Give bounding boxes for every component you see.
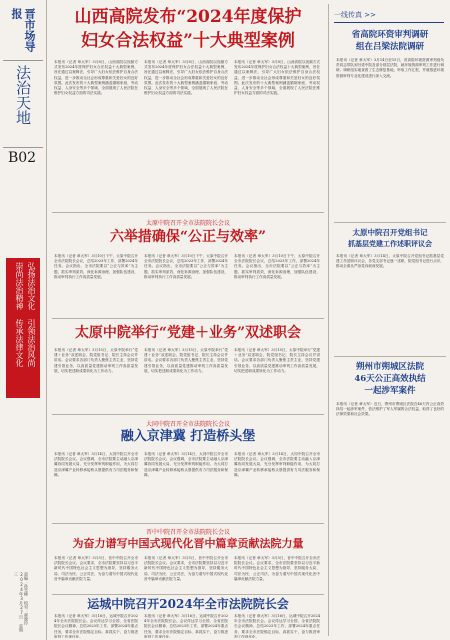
top-article-body-1: 本报讯（记者 章大军）3月8日，山西高院以视频方式发布2024年度保护妇女合法权益十大典型案例，旨在通过以案释法，引导广大妇女依法维护自身合法权益，进一步推动全社会形成尊重和关爱妇女的良好氛围。此次发布的十大典型案例涵盖婚姻家庭、劳动权益、人身安全等多个领域，全面展现了人民法院在维护妇女权益方面的司法实践。: [54, 60, 138, 96]
sidebar-divider: [328, 4, 329, 636]
article-6-body-3: 本报讯（记者 章大军）3月16日，运城中院召开2024年全市法院院长会。会议传达学习全国、全省法院院长会议精神，总结2023年工作，部署2024年重点任务，要求全市法院锚定目标、真抓实干，奋力推进审判工作现代化。: [234, 614, 320, 638]
sidebar-item-1-title-1: 省高院环资审判调研: [351, 30, 429, 40]
sidebar-item-3-title-1: 朔州市朔城区法院: [355, 362, 424, 372]
article-4-body-2: 本报讯（记者 章大军）3月14日，大同中院召开全市法院院长会议。会议强调，全市法院要主动融入京津冀协同发展大局，充分发挥审判职能作用，为大同打造京津冀产业转移承接桥头堡提供有力司法服务和保障。: [144, 452, 228, 477]
article-5-body-3: 本报讯（记者 章大军）3月5日，晋中中院召开全市法院院长会议。会议要求，全市法院要坚持以习近平新时代中国特色社会主义思想为指导，坚持服务大局、司法为民、公正司法，为奋力谱写中国式现代化晋中篇章贡献法院力量。: [234, 556, 320, 581]
article-2-title: 六举措确保“公正与效率”: [109, 229, 267, 245]
divider: [52, 414, 324, 415]
article-2-body-3: 本报讯（记者 章大军）3月10日下午，太原中院召开全市法院院长会议，总结2023年工作，部署2024年任务。会议指出，全市法院要以“公正与效率”为主题，抓实审判质效，深化诉源治理，加强队伍建设，推动审判执行工作高质量发展。: [234, 254, 320, 279]
sidebar-header: 一线传真 >>: [334, 10, 444, 23]
article-2-body-1: 本报讯（记者 章大军）3月10日下午，太原中院召开全市法院院长会议，总结2023年工作，部署2024年任务。会议指出，全市法院要以“公正与效率”为主题，抓实审判质效，深化诉源治理，加强队伍建设，推动审判执行工作高质量发展。: [54, 254, 138, 279]
article-4-body-1: 本报讯（记者 章大军）3月14日，大同中院召开全市法院院长会议。会议强调，全市法院要主动融入京津冀协同发展大局，充分发挥审判职能作用，为大同打造京津冀产业转移承接桥头堡提供有力司法服务和保障。: [54, 452, 138, 477]
page-number: B02: [7, 150, 37, 166]
sidebar-item-1-body: 本报讯（记者 章大军）3月14日至15日，省高院环境资源审判庭负责同志带队到吕梁中院及部分基层法院，就环境资源审判工作进行调研。调研组实地查看了生态修复基地，听取工作汇报，并就推进环境资源审判专业化建设进行深入交流。: [336, 58, 444, 78]
top-article-body-3: 本报讯（记者 章大军）3月8日，山西高院以视频方式发布2024年度保护妇女合法权益十大典型案例，旨在通过以案释法，引导广大妇女依法维护自身合法权益，进一步推动全社会形成尊重和关爱妇女的良好氛围。此次发布的十大典型案例涵盖婚姻家庭、劳动权益、人身安全等多个领域，全面展现了人民法院在维护妇女权益方面的司法实践。: [234, 60, 320, 96]
article-5-title: 为奋力谱写中国式现代化晋中篇章贡献法院力量: [72, 537, 304, 550]
sidebar-item-3-body: 本报讯（记者 章大军）近日，朔州市朔城区法院在46天内公正高效执结一起涉军案件，依法维护了军人军属的合法权益，取得了良好的法律效果和社会效果。: [336, 402, 444, 417]
article-5-kicker: 晋中中院召开全市法院院长会议: [145, 529, 230, 536]
logo-text: 晋市场导报: [10, 8, 36, 52]
side-slogan-b: 崇尚法治精神 传承法律文化: [15, 262, 24, 367]
side-slogan-box: [6, 258, 40, 398]
article-5-body-2: 本报讯（记者 章大军）3月5日，晋中中院召开全市法院院长会议。会议要求，全市法院要坚持以习近平新时代中国特色社会主义思想为指导，坚持服务大局、司法为民、公正司法，为奋力谱写中国式现代化晋中篇章贡献法院力量。: [144, 556, 228, 581]
article-3-body-3: 本报讯（记者 章大军）3月15日，太原中院举行“党建＋业务”双述职会，院党组书记、院长主持会议并讲话。会议要求各部门负责人聚焦主责主业，坚持党建引领业务，以高质量党建推动审判工作高质量发展，切实把述职成果转化为工作动力。: [234, 348, 320, 373]
divider: [52, 594, 324, 595]
divider: [52, 523, 324, 524]
article-2-kicker: 太原中院召开全市法院院长会议: [145, 220, 230, 227]
article-4-kicker: 大同中院召开全市法院院长会议: [145, 421, 230, 428]
top-article-title-1: 山西高院发布“2024年度保护: [74, 7, 302, 27]
masthead-band: [0, 0, 44, 640]
article-6-body-2: 本报讯（记者 章大军）3月16日，运城中院召开2024年全市法院院长会。会议传达学习全国、全省法院院长会议精神，总结2023年工作，部署2024年重点任务，要求全市法院锚定目标、真抓实干，奋力推进审判工作现代化。: [144, 614, 228, 638]
sidebar-item-1-title-2: 组在吕梁法院调研: [355, 42, 424, 52]
divider: [334, 222, 446, 223]
top-article-body-2: 本报讯（记者 章大军）3月8日，山西高院以视频方式发布2024年度保护妇女合法权益十大典型案例，旨在通过以案释法，引导广大妇女依法维护自身合法权益，进一步推动全社会形成尊重和关爱妇女的良好氛围。此次发布的十大典型案例涵盖婚姻家庭、劳动权益、人身安全等多个领域，全面展现了人民法院在维护妇女权益方面的司法实践。: [144, 60, 228, 96]
section-title: 法治天地: [3, 60, 43, 148]
sidebar-item-2-title-2: 抓基层党建工作述职评议会: [348, 239, 432, 248]
article-4-title: 融入京津冀 打造桥头堡: [120, 429, 256, 444]
article-5-body-1: 本报讯（记者 章大军）3月5日，晋中中院召开全市法院院长会议。会议要求，全市法院要坚持以习近平新时代中国特色社会主义思想为指导，坚持服务大局、司法为民、公正司法，为奋力谱写中国式现代化晋中篇章贡献法院力量。: [54, 556, 138, 581]
band-divider: [46, 0, 47, 640]
article-4-body-3: 本报讯（记者 章大军）3月14日，大同中院召开全市法院院长会议。会议强调，全市法院要主动融入京津冀协同发展大局，充分发挥审判职能作用，为大同打造京津冀产业转移承接桥头堡提供有力司法服务和保障。: [234, 452, 320, 477]
footer-credit: 责编：孙雪峰 校对：郝晓玲: [24, 572, 29, 625]
sidebar-item-3-title-2: 46天公正高效执结: [354, 374, 426, 384]
article-6-body-1: 本报讯（记者 章大军）3月16日，运城中院召开2024年全市法院院长会。会议传达学习全国、全省法院院长会议精神，总结2023年工作，部署2024年重点任务，要求全市法院锚定目标、真抓实干，奋力推进审判工作现代化。: [54, 614, 138, 638]
article-3-title: 太原中院举行“党建＋业务”双述职会: [74, 325, 302, 341]
footer-date: 2024年3月27日 星期三: [14, 572, 24, 632]
divider: [52, 212, 324, 213]
sidebar-item-2-title-1: 太原中院召开党组书记: [352, 228, 428, 237]
top-article-title-2: 妇女合法权益”十大典型案例: [81, 31, 295, 51]
article-3-body-2: 本报讯（记者 章大军）3月15日，太原中院举行“党建＋业务”双述职会，院党组书记、院长主持会议并讲话。会议要求各部门负责人聚焦主责主业，坚持党建引领业务，以高质量党建推动审判工作高质量发展，切实把述职成果转化为工作动力。: [144, 348, 228, 373]
side-slogan: 弘扬法治文化 引领法治风尚: [27, 262, 36, 367]
article-6-title: 运城中院召开2024年全市法院院长会: [87, 597, 289, 611]
sidebar-item-2-body: 本报讯（记者 章大军）3月14日，太原中院召开党组书记抓基层党建工作述职评议会，各党支部书记逐一述职，院党组书记进行点评，推动全面从严治党向纵深发展。: [336, 254, 444, 269]
sidebar-item-3-title-3: 一起涉军案件: [364, 386, 416, 396]
masthead-logo: [3, 8, 43, 52]
divider: [334, 356, 446, 357]
article-3-body-1: 本报讯（记者 章大军）3月15日，太原中院举行“党建＋业务”双述职会，院党组书记、院长主持会议并讲话。会议要求各部门负责人聚焦主责主业，坚持党建引领业务，以高质量党建推动审判工作高质量发展，切实把述职成果转化为工作动力。: [54, 348, 138, 373]
article-2-body-2: 本报讯（记者 章大军）3月10日下午，太原中院召开全市法院院长会议，总结2023年工作，部署2024年任务。会议指出，全市法院要以“公正与效率”为主题，抓实审判质效，深化诉源治理，加强队伍建设，推动审判执行工作高质量发展。: [144, 254, 228, 279]
divider: [52, 318, 324, 319]
